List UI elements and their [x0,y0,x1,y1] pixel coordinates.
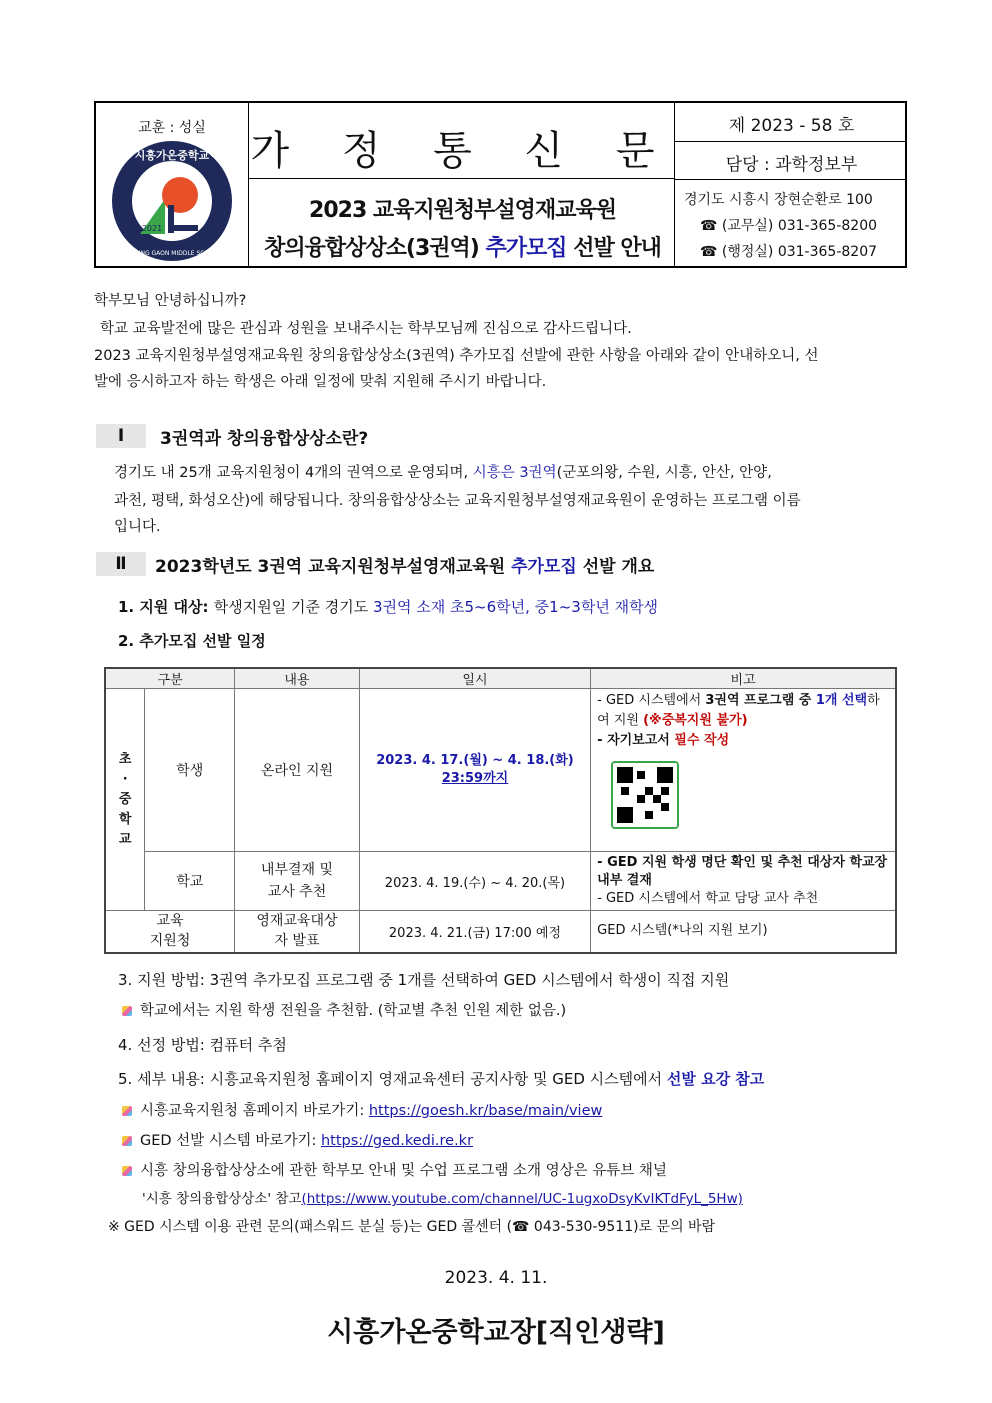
item1: 1. 지원 대상: 학생지원일 기준 경기도 3권역 소재 초5~6학년, 중1~3학년 재학생 [118,598,659,616]
section1-p2: 과천, 평택, 화성오산)에 해당됩니다. 창의융합상상소는 교육지원청부설영재교육원이 운영하는 프로그램 이름 [114,493,801,509]
logo-year: 2021 [141,224,163,233]
subtitle-line2: 창의융합상상소(3권역) 추가모집 선발 안내 [264,236,661,261]
item5: 5. 세부 내용: 시흥교육지원청 홈페이지 영재교육센터 공지사항 및 GED 시스템에서 선발 요강 참고 [118,1070,765,1088]
intro-line2: 발에 응시하고자 하는 학생은 아래 일정에 맞춰 지원해 주시기 바랍니다. [94,374,547,390]
phone-office: ☎ (교무실) 031-365-8200 [700,218,878,234]
table-header-row [105,668,896,689]
school-address: 경기도 시흥시 장현순환로 100 [684,192,873,208]
cell: - GED 지원 학생 명단 확인 및 추천 대상자 학교장 내부 결재 - GED 시스템에서 학교 담당 교사 추천 [591,852,896,911]
header-box [94,101,907,268]
bullet-icon [122,1166,132,1176]
cell: 교육 지원청 [105,911,235,953]
cell: 학교 [145,852,235,911]
table-row [105,689,896,852]
schedule-table [104,667,897,954]
section1-number: Ⅰ [96,424,146,448]
issue-date: 2023. 4. 11. [444,1268,548,1288]
contact-notice: ※ GED 시스템 이용 관련 문의(패스워드 분실 등)는 GED 콜센터 (☎ 043-530-9511)로 문의 바람 [108,1219,716,1235]
table-row [105,852,896,911]
logo-en: SIHEUNG GAON MIDDLE SCHOOL [122,250,222,257]
section2-number: Ⅱ [96,552,146,576]
logo-text: 시흥가온중학교 [134,149,210,162]
thanks: 학교 교육발전에 많은 관심과 성원을 보내주시는 학부모님께 진심으로 감사드립니다. [100,321,632,337]
phone-admin: ☎ (행정실) 031-365-8207 [700,244,878,260]
link3-line2: '시흥 창의융합상상소' 참고(https://www.youtube.com/channel/UC-1ugxoDsyKvIKTdFyL_5Hw) [142,1191,743,1207]
section1-p3: 입니다. [114,519,161,535]
page-title: 가 정 통 신 문 [250,128,675,174]
section2-title: 2023학년도 3권역 교육지원청부설영재교육원 추가모집 선발 개요 [155,557,655,577]
issue-number: 제 2023 - 58 호 [728,116,855,136]
link1-line: 시흥교육지원청 홈페이지 바로가기: https://goesh.kr/base/main/view [122,1098,602,1124]
intro-line1: 2023 교육지원청부설영재교육원 창의융합상상소(3권역) 추가모집 선발에 관한 사항을 아래와 같이 안내하오니, 선 [94,348,819,364]
goesh-link[interactable]: https://goesh.kr/base/main/view [368,1103,603,1119]
bullet-icon [122,1136,132,1146]
group-cell: 초 · 중 학 교 [105,689,145,911]
table-row [105,911,896,953]
ged-link[interactable]: https://ged.kedi.re.kr [320,1133,474,1149]
school-motto: 교훈 : 성실 [138,120,206,136]
bullet-icon [122,1106,132,1116]
cell: GED 시스템(*나의 지원 보기) [591,911,896,953]
link2-line: GED 선발 시스템 바로가기: https://ged.kedi.re.kr [122,1128,473,1154]
section1-title: 3권역과 창의융합상상소란? [160,429,369,449]
cell: 온라인 지원 [235,689,360,852]
cell: 2023. 4. 21.(금) 17:00 예정 [359,911,590,953]
cell: 2023. 4. 19.(수) ~ 4. 20.(목) [359,852,590,911]
department: 담당 : 과학정보부 [725,155,858,175]
cell: 영재교육대상 자 발표 [235,911,360,953]
school-logo [110,139,234,263]
cell: 내부결재 및 교사 추천 [235,852,360,911]
greeting: 학부모님 안녕하십니까? [94,293,247,309]
item4: 4. 선정 방법: 컴퓨터 추첨 [118,1036,287,1054]
col-header: 일시 [359,668,590,689]
col-header: 구분 [105,668,235,689]
cell: - GED 시스템에서 3권역 프로그램 중 1개 선택하여 지원 (※중복지원 불가) - 자기보고서 필수 작성 [591,689,896,852]
youtube-link[interactable]: (https://www.youtube.com/channel/UC-1ugxoDsyKvIKTdFyL_5Hw) [301,1191,743,1207]
item3: 3. 지원 방법: 3권역 추가모집 프로그램 중 1개를 선택하여 GED 시스템에서 학생이 직접 지원 [118,971,730,989]
cell: 학생 [145,689,235,852]
signature: 시흥가온중학교장[직인생략] [327,1317,665,1348]
cell: 2023. 4. 17.(월) ~ 4. 18.(화) 23:59까지 [359,689,590,852]
link3-line: 시흥 창의융합상상소에 관한 학부모 안내 및 수업 프로그램 소개 영상은 유튜브 채널 [122,1158,667,1184]
item3-sub: 학교에서는 지원 학생 전원을 추천함. (학교별 추천 인원 제한 없음.) [122,998,566,1024]
col-header: 비고 [591,668,896,689]
item2: 2. 추가모집 선발 일정 [118,632,266,650]
subtitle-line1: 2023 교육지원청부설영재교육원 [309,198,616,223]
qr-code-icon[interactable] [611,761,679,829]
section1-p1: 경기도 내 25개 교육지원청이 4개의 권역으로 운영되며, 시흥은 3권역(군포의왕, 수원, 시흥, 안산, 안양, [114,465,772,481]
bullet-icon [122,1006,132,1016]
col-header: 내용 [235,668,360,689]
